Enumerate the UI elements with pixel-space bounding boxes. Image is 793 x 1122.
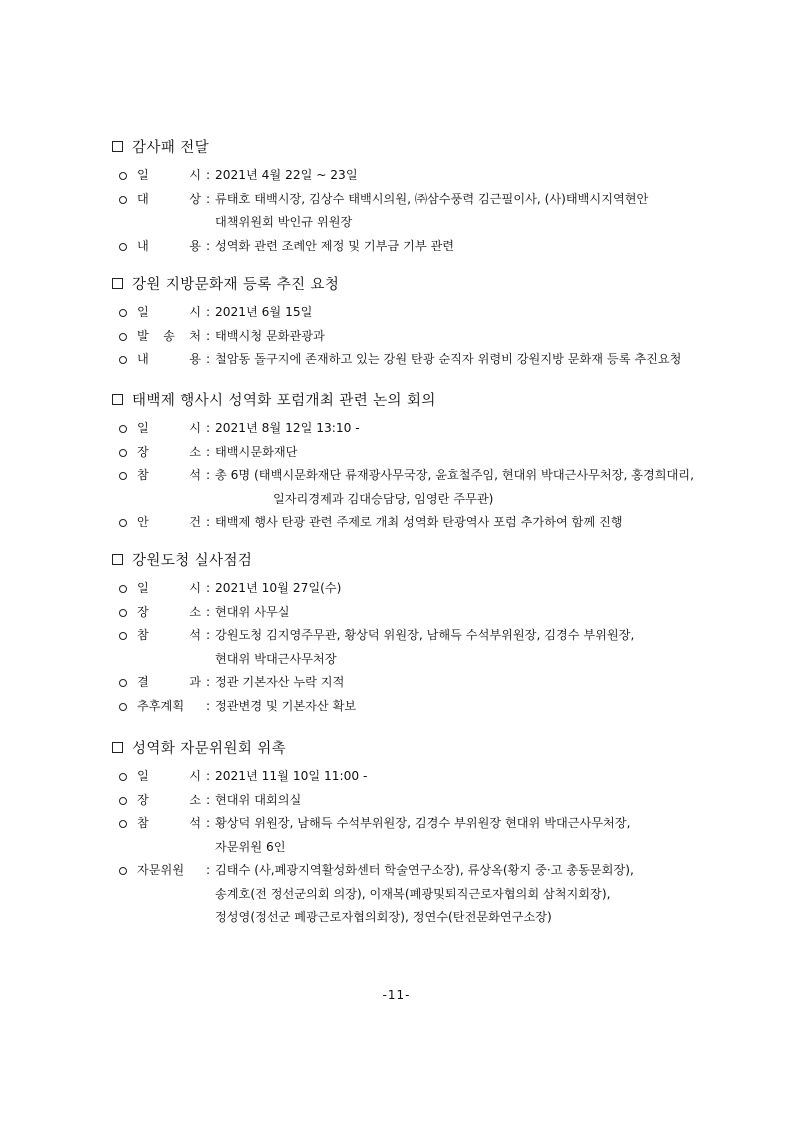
section-items (112, 765, 712, 930)
label-colon: : (205, 792, 211, 807)
list-item (112, 325, 712, 349)
circle-bullet-icon (119, 609, 127, 617)
circle-bullet-icon (119, 196, 127, 204)
label-colon: : (205, 328, 211, 343)
label-colon: : (205, 769, 211, 783)
list-item (112, 601, 712, 625)
item-label-char: 소 (189, 444, 201, 459)
page-number: -11- (382, 988, 411, 1002)
item-value (215, 325, 712, 349)
item-value (215, 164, 712, 188)
item-label-char: 용 (189, 352, 201, 366)
list-item (112, 511, 712, 535)
label-colon: : (205, 168, 211, 182)
item-label-char: 송 (163, 328, 175, 343)
list-item (112, 188, 712, 235)
item-label-char: 일 (137, 305, 149, 319)
list-item (112, 671, 712, 695)
item-label-char: 소 (189, 792, 201, 807)
item-value-line: 총 6명 (태백시문화재단 류재광사무국장, 윤효철주임, 현대위 박대근사무처장, 홍경희대리, (215, 468, 694, 482)
item-value (215, 859, 712, 930)
item-label (137, 441, 201, 465)
section-3 (112, 387, 712, 535)
item-value-line: 현대위 대회의실 (215, 792, 302, 807)
item-label-char: 추후계획 (137, 698, 185, 713)
list-item (112, 441, 712, 465)
list-item (112, 464, 712, 511)
square-bullet-icon (112, 554, 123, 565)
item-label-char: 발 (137, 328, 149, 343)
item-value (215, 624, 712, 671)
label-colon: : (205, 421, 211, 435)
item-label-char: 시 (189, 168, 201, 182)
circle-bullet-icon (119, 309, 127, 317)
item-value (215, 417, 712, 441)
item-value-line: 2021년 6월 15일 (215, 305, 313, 319)
item-label (137, 301, 201, 325)
item-value-continuation: 대책위원회 박인규 위원장 (215, 215, 353, 229)
section-title: 성역화 자문위원회 위촉 (132, 740, 287, 757)
item-value-line: 현대위 사무실 (215, 604, 290, 619)
item-label-char: 시 (189, 305, 201, 319)
item-value (215, 235, 712, 259)
section-items (112, 164, 712, 258)
square-bullet-icon (112, 394, 123, 405)
item-value-line: 성역화 관련 조례안 제정 및 기부금 기부 관련 (215, 238, 455, 253)
item-label (137, 624, 201, 648)
item-value (215, 695, 712, 719)
section-items (112, 301, 712, 372)
label-colon: : (205, 238, 211, 253)
item-value (215, 348, 712, 372)
circle-bullet-icon (119, 585, 127, 593)
item-label-char: 대 (137, 191, 149, 206)
list-item (112, 812, 712, 859)
circle-bullet-icon (119, 519, 127, 527)
item-value-continuation: 현대위 박대근사무처장 (215, 651, 337, 666)
item-label (137, 695, 201, 719)
item-label (137, 188, 201, 212)
item-label-char: 일 (137, 421, 149, 435)
item-label-char: 석 (189, 468, 201, 482)
item-label-char: 자문위원 (137, 863, 185, 877)
list-item (112, 624, 712, 671)
item-label-char: 결 (137, 675, 149, 689)
item-value-continuation: 송계호(전 정선군의회 의장), 이재복(폐광및퇴직근로자협의회 삼척지회장), (215, 886, 611, 901)
item-value (215, 671, 712, 695)
item-label-char: 상 (189, 191, 201, 206)
item-value-line: 태백시문화재단 (215, 444, 298, 459)
item-label (137, 859, 201, 883)
item-value (215, 812, 712, 859)
square-bullet-icon (112, 141, 123, 152)
list-item (112, 859, 712, 930)
circle-bullet-icon (119, 867, 127, 875)
item-label-char: 일 (137, 581, 149, 595)
item-label (137, 348, 201, 372)
label-colon: : (205, 863, 211, 877)
list-item (112, 417, 712, 441)
list-item (112, 789, 712, 813)
item-value-line: 2021년 8월 12일 13:10 - (215, 421, 360, 435)
item-label-char: 석 (189, 628, 201, 642)
circle-bullet-icon (119, 333, 127, 341)
section-heading (112, 547, 712, 571)
item-value-line: 철암동 돌구지에 존재하고 있는 강원 탄광 순직자 위령비 강원지방 문화재 등록 추진요청 (215, 352, 682, 366)
item-label-char: 용 (189, 238, 201, 253)
circle-bullet-icon (119, 773, 127, 781)
section-2 (112, 271, 712, 372)
section-heading (112, 735, 712, 759)
item-value (215, 464, 712, 511)
label-colon: : (205, 675, 211, 689)
square-bullet-icon (112, 742, 123, 753)
list-item (112, 577, 712, 601)
item-label (137, 464, 201, 488)
item-value-continuation: 일자리경제과 김대승담당, 임영란 주무관) (273, 491, 494, 506)
circle-bullet-icon (119, 425, 127, 433)
label-colon: : (205, 191, 211, 206)
item-label (137, 325, 201, 349)
circle-bullet-icon (119, 679, 127, 687)
item-value (215, 765, 712, 789)
circle-bullet-icon (119, 243, 127, 251)
item-label-char: 시 (189, 421, 201, 435)
circle-bullet-icon (119, 449, 127, 457)
item-value-line: 2021년 10월 27일(수) (215, 581, 342, 595)
section-items (112, 577, 712, 718)
section-items (112, 417, 712, 535)
item-label-char: 소 (189, 604, 201, 619)
circle-bullet-icon (119, 820, 127, 828)
label-colon: : (205, 305, 211, 319)
item-value-line: 2021년 11월 10일 11:00 - (215, 769, 368, 783)
item-label-char: 장 (137, 604, 149, 619)
list-item (112, 765, 712, 789)
label-colon: : (205, 515, 211, 529)
label-colon: : (205, 581, 211, 595)
item-label-char: 처 (189, 328, 201, 343)
item-value-line: 정관 기본자산 누락 지적 (215, 675, 345, 689)
item-value-line: 2021년 4월 22일 ~ 23일 (215, 168, 358, 182)
section-1 (112, 134, 712, 258)
item-value (215, 601, 712, 625)
circle-bullet-icon (119, 172, 127, 180)
item-label-char: 참 (137, 816, 149, 830)
item-value (215, 511, 712, 535)
item-label (137, 235, 201, 259)
item-label (137, 789, 201, 813)
circle-bullet-icon (119, 356, 127, 364)
item-label-char: 과 (189, 675, 201, 689)
section-heading (112, 134, 712, 158)
item-label-char: 일 (137, 168, 149, 182)
label-colon: : (205, 628, 211, 642)
section-title: 강원도청 실사점검 (132, 552, 253, 569)
item-label-char: 건 (189, 515, 201, 529)
item-label (137, 577, 201, 601)
circle-bullet-icon (119, 703, 127, 711)
label-colon: : (205, 352, 211, 366)
item-label-char: 시 (189, 769, 201, 783)
label-colon: : (205, 604, 211, 619)
item-label (137, 417, 201, 441)
item-value-line: 황상덕 위원장, 남해득 수석부위원장, 김경수 부위원장 현대위 박대근사무처장, (215, 816, 631, 830)
item-label-char: 일 (137, 769, 149, 783)
list-item (112, 301, 712, 325)
item-value (215, 301, 712, 325)
item-value (215, 441, 712, 465)
item-label-char: 장 (137, 792, 149, 807)
label-colon: : (205, 468, 211, 482)
list-item (112, 164, 712, 188)
section-title: 강원 지방문화재 등록 추진 요청 (132, 276, 340, 293)
item-value (215, 789, 712, 813)
item-label (137, 812, 201, 836)
list-item (112, 348, 712, 372)
item-label-char: 시 (189, 581, 201, 595)
item-label (137, 511, 201, 535)
square-bullet-icon (112, 278, 123, 289)
item-label-char: 안 (137, 515, 149, 529)
section-heading (112, 387, 712, 411)
label-colon: : (205, 698, 211, 713)
item-value-line: 김태수 (사,폐광지역활성화센터 학술연구소장), 류상옥(황지 중·고 총동문회장), (215, 863, 634, 877)
item-label-char: 장 (137, 444, 149, 459)
item-value-line: 강원도청 김지영주무관, 황상덕 위원장, 남해득 수석부위원장, 김경수 부위원장, (215, 628, 635, 642)
item-label (137, 671, 201, 695)
item-label (137, 765, 201, 789)
list-item (112, 695, 712, 719)
item-label-char: 석 (189, 816, 201, 830)
item-label-char: 내 (137, 238, 149, 253)
circle-bullet-icon (119, 632, 127, 640)
item-value (215, 188, 712, 235)
section-title: 태백제 행사시 성역화 포럼개최 관련 논의 회의 (132, 392, 436, 409)
item-label-char: 참 (137, 468, 149, 482)
item-label (137, 601, 201, 625)
label-colon: : (205, 444, 211, 459)
item-value-continuation: 자문위원 6인 (215, 839, 286, 854)
section-5 (112, 735, 712, 930)
item-label-char: 내 (137, 352, 149, 366)
item-value-continuation: 정성영(정선군 폐광근로자협의회장), 정연수(탄전문화연구소장) (215, 910, 552, 924)
item-value-line: 정관변경 및 기본자산 확보 (215, 698, 357, 713)
item-value (215, 577, 712, 601)
circle-bullet-icon (119, 472, 127, 480)
item-value-line: 태백제 행사 탄광 관련 주제로 개최 성역화 탄광역사 포럼 추가하여 함께 진행 (215, 515, 623, 529)
label-colon: : (205, 816, 211, 830)
item-value-line: 태백시청 문화관광과 (215, 328, 325, 343)
item-label (137, 164, 201, 188)
section-4 (112, 547, 712, 718)
section-title: 감사패 전달 (132, 139, 210, 156)
item-value-line: 류태호 태백시장, 김상수 태백시의원, ㈜삼수풍력 김근필이사, (사)태백시지역현안 (215, 191, 649, 206)
section-heading (112, 271, 712, 295)
list-item (112, 235, 712, 259)
item-label-char: 참 (137, 628, 149, 642)
circle-bullet-icon (119, 797, 127, 805)
